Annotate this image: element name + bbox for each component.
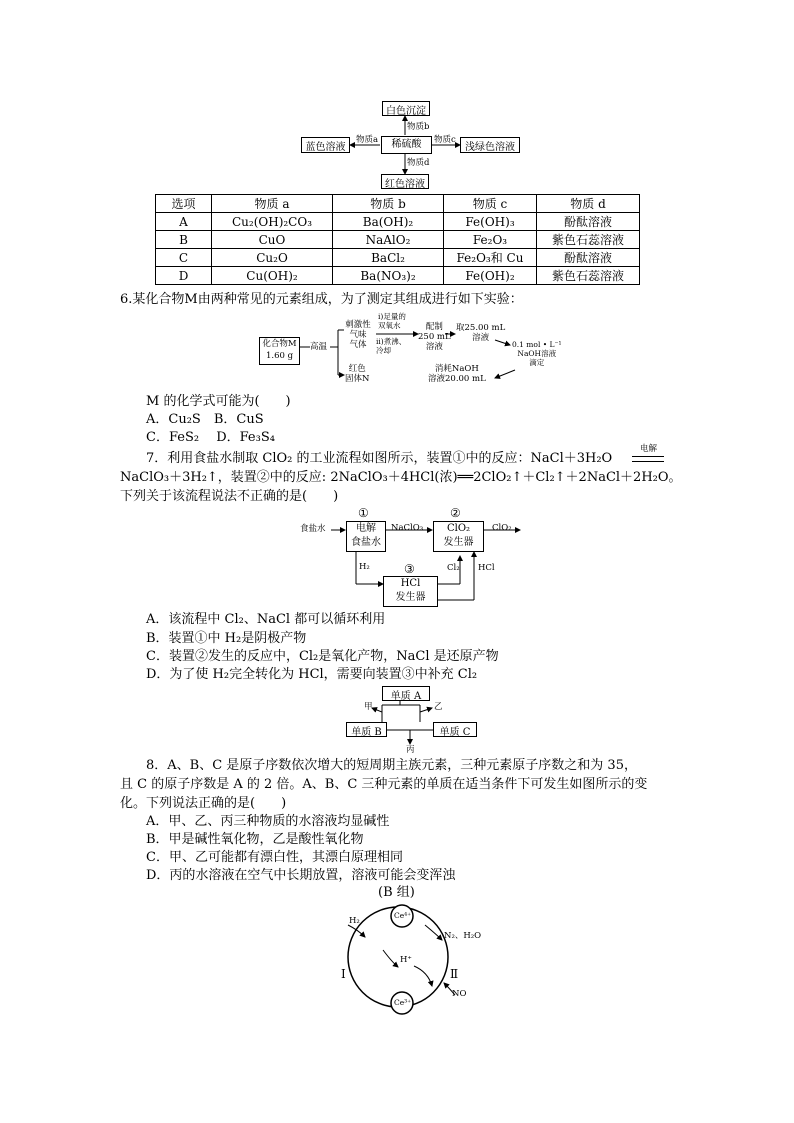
compound-m-box [259, 337, 300, 365]
table-header-row [156, 195, 640, 213]
step-i-roman: Ⅰ [341, 967, 346, 981]
prepare-solution-label [418, 322, 451, 352]
table-cell: CuO [212, 231, 333, 249]
device-3-line-1: HCl [400, 578, 421, 589]
table-cell: NaAlO₂ [333, 231, 444, 249]
table-cell: D [156, 267, 212, 285]
table-cell: Ba(OH)₂ [333, 213, 444, 231]
q8-option-a: A．甲、乙、丙三种物质的水溶液均显碱性 [146, 814, 390, 829]
no-input-label: NO [452, 989, 467, 999]
q8-option-b: B．甲是碱性氧化物，乙是酸性氧化物 [146, 832, 364, 847]
product-jia-label: 甲 [364, 702, 373, 712]
q7-option-a: A．该流程中 Cl₂、NaCl 都可以循环利用 [146, 612, 386, 627]
hcl-generator [383, 576, 438, 607]
device-2-line-1: ClO₂ [446, 523, 471, 534]
red-solid-label [345, 364, 369, 384]
n2-h2o-label: N₂、H₂O [444, 931, 482, 941]
device-1-line-2: 食盐水 [351, 537, 381, 548]
q8-stem-2: 且 C 的原子序数是 A 的 2 倍。A、B、C 三种元素的单质在适当条件下可发生如图所示的变 [120, 777, 648, 792]
table-header: 物质 c [444, 195, 537, 213]
gas-line-3: 气体 [349, 340, 367, 350]
step-ii-label [376, 337, 406, 355]
gas-line-2: 气味 [349, 330, 367, 340]
q7-line-2: NaClO₃＋3H₂↑，装置②中的反应: 2NaClO₃＋4HCl(浓)══2ClO₂↑＋Cl₂↑＋2NaCl＋2H₂O。 [120, 470, 682, 485]
solid-line-2: 固体N [345, 374, 370, 384]
table-row [156, 213, 640, 231]
table-header: 物质 a [212, 195, 333, 213]
label-substance-c: 物质c [434, 135, 456, 145]
device-2-number: ② [450, 506, 461, 520]
device-3-line-2: 发生器 [395, 592, 426, 603]
q6-options-cd: C．FeS₂ D．Fe₃S₄ [146, 430, 275, 445]
q8-option-d: D．丙的水溶液在空气中长期放置，溶液可能会变浑浊 [146, 868, 456, 883]
h2-label: H₂ [359, 562, 370, 572]
table-cell: 紫色石蕊溶液 [537, 267, 640, 285]
compound-m-mass: 1.60 g [265, 351, 294, 361]
electrolysis-label: 电解 [640, 444, 658, 454]
blue-solution-box: 蓝色溶液 [301, 137, 350, 153]
table-cell: 紫色石蕊溶液 [537, 231, 640, 249]
take-line-2: 溶液 [472, 333, 490, 343]
element-a-box: 单质 A [382, 686, 430, 701]
prep-line-1: 配制 [425, 322, 443, 332]
q6-question: M 的化学式可能为( ) [146, 394, 291, 409]
sulfuric-acid-box: 稀硫酸 [381, 136, 432, 154]
table-cell: C [156, 249, 212, 267]
consume-line-1: 消耗NaOH [434, 364, 479, 374]
step-ii-line-1: ii)煮沸、 [376, 337, 407, 346]
q7-line-1: 7．利用食盐水制取 ClO₂ 的工业流程如图所示，装置①中的反应：NaCl＋3H₂O [146, 451, 613, 466]
red-solution-box: 红色溶液 [381, 174, 429, 189]
product-bing-label: 丙 [406, 745, 415, 755]
label-substance-d: 物质d [407, 158, 430, 168]
solid-line-1: 红色 [348, 364, 366, 374]
table-cell: A [156, 213, 212, 231]
consume-naoh-label [428, 364, 486, 384]
h-plus-label: H⁺ [400, 955, 412, 965]
table-cell: Fe(OH)₂ [444, 267, 537, 285]
table-cell: Cu₂(OH)₂CO₃ [212, 213, 333, 231]
take-solution-label [456, 323, 505, 343]
prep-line-2: 250 mL [418, 332, 451, 342]
white-precipitate-box: 白色沉淀 [382, 101, 430, 116]
compound-m-label: 化合物M [262, 339, 297, 349]
table-cell: Cu(OH)₂ [212, 267, 333, 285]
step-i-line-1: i)足量的 [378, 312, 406, 321]
element-c-box: 单质 C [433, 722, 477, 737]
device-2-line-2: 发生器 [443, 537, 474, 548]
step-i-label [378, 312, 406, 330]
element-b-box: 单质 B [346, 722, 387, 737]
q7-line-3: 下列关于该流程说法不正确的是( ) [120, 489, 339, 504]
table-cell: Fe₂O₃ [444, 231, 537, 249]
q6-stem: 6.某化合物M由两种常见的元素组成，为了测定其组成进行如下实验： [120, 292, 523, 307]
ce4-label: Ce⁴⁺ [394, 911, 412, 920]
table-header: 物质 b [333, 195, 444, 213]
titration-label [512, 340, 561, 367]
product-yi-label: 乙 [434, 702, 443, 712]
take-line-1: 取25.00 mL [456, 323, 506, 333]
table-cell: Fe₂O₃和 Cu [444, 249, 537, 267]
table-cell: Ba(NO₃)₂ [333, 267, 444, 285]
group-b-title: (B 组) [378, 885, 415, 900]
heat-label: 高温 [310, 342, 328, 352]
step-ii-line-2: 冷却 [376, 346, 391, 355]
brine-label: 食盐水 [300, 524, 326, 534]
titration-line-2: NaOH溶液 [517, 349, 557, 358]
table-cell: 酚酞溶液 [537, 249, 640, 267]
clo2-generator [433, 521, 484, 552]
hcl-label: HCl [478, 563, 495, 573]
table-cell: 酚酞溶液 [537, 213, 640, 231]
electrolysis-device [346, 521, 386, 552]
h2-input-label: H₂ [349, 916, 360, 926]
titration-line-1: 0.1 mol • L⁻¹ [512, 340, 562, 349]
q8-stem-1: 8．A、B、C 是原子序数依次增大的短周期主族元素，三种元素原子序数之和为 35， [146, 758, 637, 773]
prep-line-3: 溶液 [425, 342, 443, 352]
naclo3-label: NaClO₃ [391, 523, 424, 533]
table-header: 选项 [156, 195, 212, 213]
light-green-solution-box: 浅绿色溶液 [460, 137, 520, 153]
q7-option-c: C．装置②发生的反应中，Cl₂是氧化产物，NaCl 是还原产物 [146, 649, 499, 664]
table-cell: B [156, 231, 212, 249]
q7-option-d: D．为了使 H₂完全转化为 HCl，需要向装置③中补充 Cl₂ [146, 667, 478, 682]
table-row [156, 249, 640, 267]
equals-sign [632, 456, 664, 462]
titration-line-3: 滴定 [529, 358, 545, 367]
table-cell: BaCl₂ [333, 249, 444, 267]
gas-line-1: 刺激性 [345, 320, 371, 330]
step-i-line-2: 双氧水 [378, 321, 401, 330]
table-cell: Cu₂O [212, 249, 333, 267]
q8-stem-3: 化。下列说法正确的是( ) [120, 796, 287, 811]
q7-option-b: B．装置①中 H₂是阴极产物 [146, 631, 307, 646]
clo2-output-label: ClO₂ [492, 523, 512, 533]
step-ii-roman: Ⅱ [450, 967, 459, 981]
table-row [156, 267, 640, 285]
table-header: 物质 d [537, 195, 640, 213]
q8-option-c: C．甲、乙可能都有漂白性，其漂白原理相同 [146, 850, 403, 865]
device-3-number: ③ [404, 562, 415, 576]
ce3-label: Ce³⁺ [394, 998, 412, 1007]
device-1-line-1: 电解 [356, 523, 376, 534]
consume-line-2: 溶液20.00 mL [428, 374, 486, 384]
table-cell: Fe(OH)₃ [444, 213, 537, 231]
label-substance-a: 物质a [356, 135, 379, 145]
options-table [155, 194, 640, 285]
table-row [156, 231, 640, 249]
label-substance-b: 物质b [407, 122, 430, 132]
device-1-number: ① [358, 506, 369, 520]
q6-options-ab: A．Cu₂S B．CuS [146, 412, 264, 427]
gas-label [341, 320, 375, 350]
cl2-label: Cl₂ [447, 563, 460, 573]
